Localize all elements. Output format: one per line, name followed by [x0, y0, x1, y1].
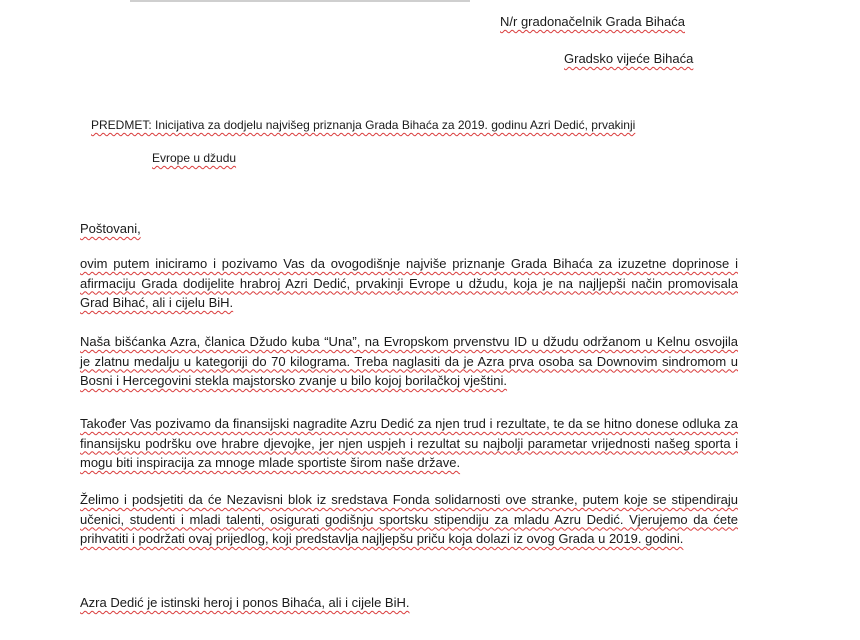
subject-text-1: PREDMET: Inicijativa za dodjelu najvišeg priznanja Grada Bihaća za 2019. godinu Azri Dedić, prvakinji: [91, 118, 636, 132]
paragraph-3: [80, 414, 738, 473]
recipient-line-mayor: [500, 14, 685, 29]
subject-line-2: [152, 149, 236, 167]
paragraph-3-text: Također Vas pozivamo da finansijski nagradite Azru Dedić za njen trud i rezultate, te da se hitno donese odluka za finansijsku podršku ove hrabre djevojke, jer njen uspjeh i rezultat su najbolji parametar vrijednosti našeg sporta i mogu biti inspiracija za mnoge mlade sportiste širom naše države.: [80, 416, 738, 470]
paragraph-4-text: Želimo i podsjetiti da će Nezavisni blok iz sredstava Fonda solidarnosti ove stranke, putem koje se stipendiraju učenici, studenti i mladi talenti, osigurati godišnju sportsku stipendiju za mladu Azru Dedić. Vjerujemo da ćete prihvatiti i podržati ovaj prijedlog, koji predstavlja najljepšu priču koja dolazi iz ovog Grada u 2019. godini.: [80, 492, 738, 546]
recipient-council-text: Gradsko vijeće Bihaća: [564, 51, 694, 66]
paragraph-2: [80, 332, 738, 391]
recipient-mayor-text: N/r gradonačelnik Grada Bihaća: [500, 14, 685, 29]
salutation-text: Poštovani,: [80, 221, 141, 236]
subject-line-1: [91, 116, 635, 134]
paragraph-1: [80, 254, 738, 313]
paragraph-2-text: Naša bišćanka Azra, članica Džudo kuba “Una”, na Evropskom prvenstvu ID u džudu održanom u Kelnu osvojila je zlatnu medalju u kategoriji do 70 kilograma. Treba naglasiti da je Azra prva osoba sa Downovim sindromom u Bosni i Hercegovini stekla majstorsko zvanje u bilo kojoj borilačkoj vještini.: [80, 334, 738, 388]
paragraph-4: [80, 490, 738, 549]
salutation: [80, 219, 738, 239]
top-edge-line: [130, 0, 470, 2]
paragraph-1-text: ovim putem iniciramo i pozivamo Vas da ovogodišnje najviše priznanje Grada Bihaća za izuzetne doprinose i afirmaciju Grada dodijelite hrabroj Azri Dedić, prvakinji Evrope u džudu, koja je na najljepši način promovisala Grad Bihać, ali i cijelu BiH.: [80, 256, 738, 310]
subject-text-2: Evrope u džudu: [152, 151, 237, 165]
paragraph-5-text: Azra Dedić je istinski heroj i ponos Bihaća, ali i cijele BiH.: [80, 595, 410, 610]
recipient-line-council: [564, 51, 693, 66]
paragraph-5: [80, 593, 738, 613]
